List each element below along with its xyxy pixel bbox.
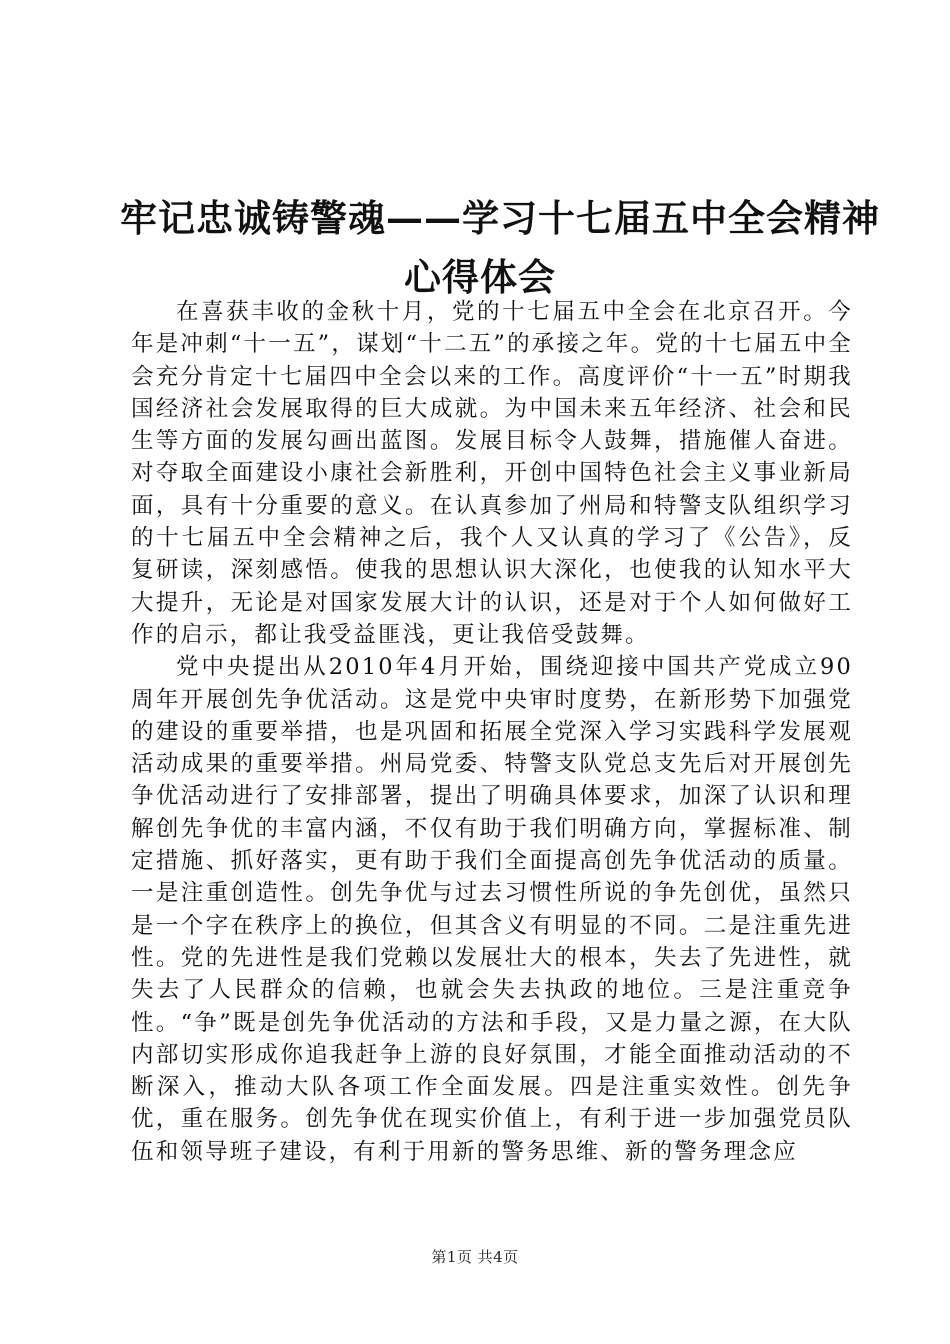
document-title-line-2: 心得体会: [404, 255, 556, 299]
paragraph-2: 党中央提出从2010年4月开始，围绕迎接中国共产党成立90周年开展创先争优活动。这是党中央审时度势，在新形势下加强党的建设的重要举措，也是巩固和拓展全党深入学习实践科学发展观活动成果的重要举措。州局党委、特警支队党总支先后对开展创先争优活动进行了安排部署，提出了明确具体要求，加深了认识和理解创先争优的丰富内涵，不仅有助于我们明确方向，掌握标准、制定措施、抓好落实，更有助于我们全面提高创先争优活动的质量。一是注重创造性。创先争优与过去习惯性所说的争先创优，虽然只是一个字在秩序上的换位，但其含义有明显的不同。二是注重先进性。党的先进性是我们党赖以发展壮大的根本，失去了先进性，就失去了人民群众的信赖，也就会失去执政的地位。三是注重竞争性。“争”既是创先争优活动的方法和手段，又是力量之源，在大队内部切实形成你追我赶争上游的良好氛围，才能全面推动活动的不断深入，推动大队各项工作全面发展。四是注重实效性。创先争优，重在服务。创先争优在现实价值上，有利于进一步加强党员队伍和领导班子建设，有利于用新的警务思维、新的警务理念应: [131, 654, 853, 1165]
document-body: [131, 296, 853, 1168]
paragraph-1: 在喜获丰收的金秋十月，党的十七届五中全会在北京召开。今年是冲刺“十一五”，谋划“十二五”的承接之年。党的十七届五中全会充分肯定十七届四中全会以来的工作。高度评价“十一五”时期我国经济社会发展取得的巨大成就。为中国未来五年经济、社会和民生等方面的发展勾画出蓝图。发展目标令人鼓舞，措施催人奋进。对夺取全面建设小康社会新胜利，开创中国特色社会主义事业新局面，具有十分重要的意义。在认真参加了州局和特警支队组织学习的十七届五中全会精神之后，我个人又认真的学习了《公告》，反复研读，深刻感悟。使我的思想认识大深化，也使我的认知水平大大提升，无论是对国家发展大计的认识，还是对于个人如何做好工作的启示，都让我受益匪浅，更让我倍受鼓舞。: [131, 299, 853, 648]
document-title-line-1: 牢记忠诚铸警魂——学习十七届五中全会精神: [120, 196, 880, 240]
page-footer: 第1页 共4页: [431, 1248, 519, 1266]
